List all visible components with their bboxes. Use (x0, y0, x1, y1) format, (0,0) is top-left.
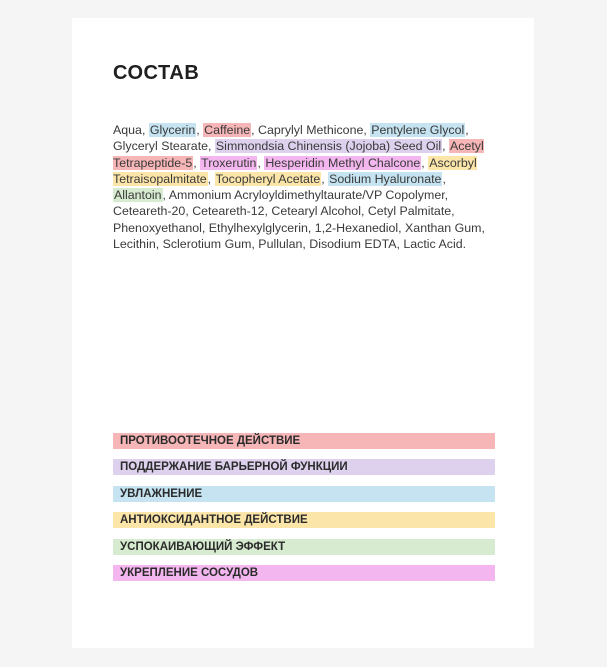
ingredient-highlight: Caffeine (204, 123, 251, 137)
ingredient-highlight: Troxerutin (201, 155, 257, 170)
ingredient-highlight: Pentylene Glycol (371, 123, 465, 137)
ingredient-highlight: Ascorbyl Tetraisopalmitate (113, 155, 477, 186)
legend-bar: АНТИОКСИДАНТНОЕ ДЕЙСТВИЕ (113, 512, 495, 528)
legend-bar: УВЛАЖНЕНИЕ (113, 486, 495, 502)
legend-bar: ПРОТИВООТЕЧНОЕ ДЕЙСТВИЕ (113, 433, 495, 449)
legend-bar: УКРЕПЛЕНИЕ СОСУДОВ (113, 565, 495, 581)
ingredient-text: , (321, 171, 329, 186)
ingredient-highlight: Glycerin (149, 123, 196, 137)
ingredient-text: , (257, 155, 265, 170)
color-legend (113, 433, 495, 591)
ingredient-text: , (193, 155, 201, 170)
ingredient-text: , (196, 123, 204, 137)
page-title: СОСТАВ (113, 62, 200, 84)
ingredient-highlight: Hesperidin Methyl Chalcone (265, 155, 421, 170)
ingredient-text: , Caprylyl Methicone, (251, 123, 371, 137)
ingredient-highlight: Acetyl Tetrapeptide-5 (113, 139, 484, 170)
ingredient-highlight: Allantoin (114, 188, 162, 203)
ingredient-text: , (442, 139, 450, 154)
ingredient-text: , (442, 171, 446, 186)
ingredient-highlight: Sodium Hyaluronate (329, 171, 442, 186)
ingredient-text: , Ammonium Acryloyldimethyltaurate/VP Copolymer, Ceteareth-20, Ceteareth-12, Cetearyl Alcohol, Cetyl Palmitate, Phenoxyethanol, Ethylhexylglycerin, 1,2-Hexanediol, Xanthan Gum, Lecithin, Sclerotium Gum, Pullulan, Disodium EDTA, Lactic Acid. (113, 188, 485, 252)
legend-bar: УСПОКАИВАЮЩИЙ ЭФФЕКТ (113, 539, 495, 555)
ingredient-text: Aqua, (113, 123, 149, 137)
ingredients-list (113, 122, 493, 252)
ingredient-highlight: Tocopheryl Acetate (215, 171, 321, 186)
ingredient-text: , Glyceryl Stearate, (113, 123, 469, 154)
ingredient-highlight: Simmondsia Chinensis (Jojoba) Seed Oil (215, 139, 442, 154)
ingredient-text: , (421, 155, 429, 170)
legend-bar: ПОДДЕРЖАНИЕ БАРЬЕРНОЙ ФУНКЦИИ (113, 459, 495, 475)
ingredient-text: , (207, 171, 215, 186)
